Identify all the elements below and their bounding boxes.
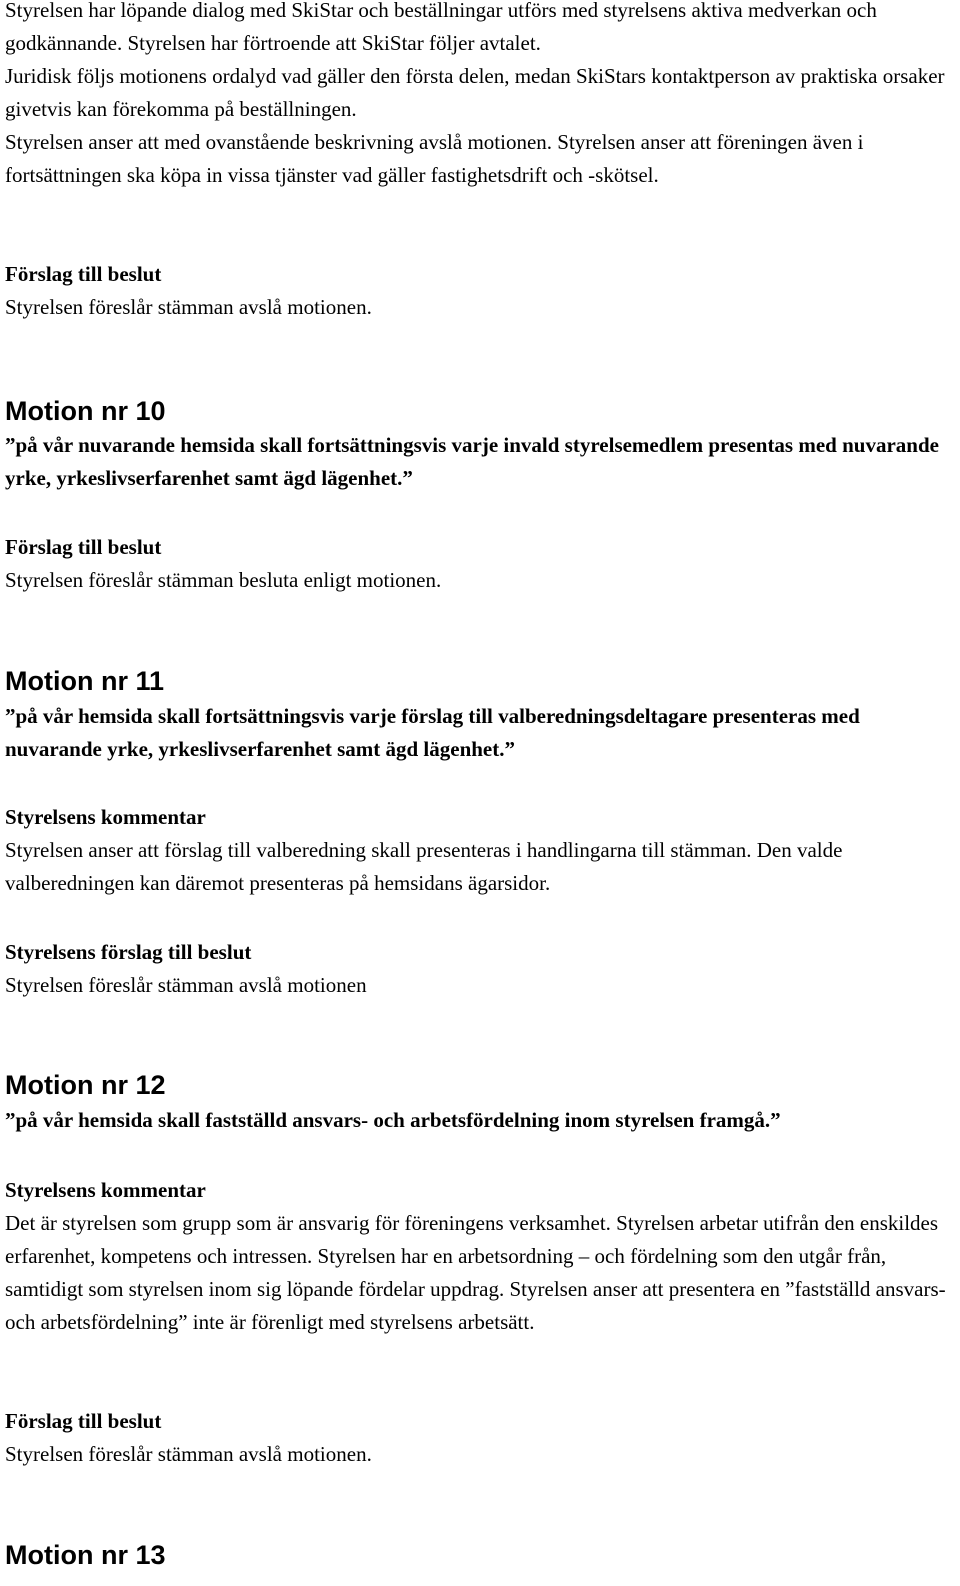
intro-paragraph-3: Styrelsen anser att med ovanstående beskrivning avslå motionen. Styrelsen anser att föreningen även i fortsättningen ska köpa in vissa tjänster vad gäller fastighetsdrift och -skötsel. (5, 130, 864, 187)
motion-11-comment-label: Styrelsens kommentar (5, 805, 206, 829)
motion-11-decision-text: Styrelsen föreslår stämman avslå motionen (5, 973, 367, 997)
motion-11-decision (5, 936, 955, 1002)
motion-11-comment (5, 801, 955, 900)
motion-10-decision-text: Styrelsen föreslår stämman besluta enligt motionen. (5, 568, 442, 592)
motion-13-section (5, 1538, 955, 1572)
motion-12-comment-label: Styrelsens kommentar (5, 1178, 206, 1202)
intro-paragraph-1: Styrelsen har löpande dialog med SkiStar och beställningar utförs med styrelsens aktiva medverkan och godkännande. Styrelsen har förtroende att SkiStar följer avtalet. (5, 0, 877, 55)
motion-10-section (5, 394, 955, 495)
motion-10-title: Motion nr 10 (5, 396, 166, 426)
motion-11-section (5, 664, 955, 766)
motion-11-title: Motion nr 11 (5, 666, 165, 696)
intro-decision-label: Förslag till beslut (5, 262, 162, 286)
intro-paragraph-2: Juridisk följs motionens ordalyd vad gäller den första delen, medan SkiStars kontaktperson av praktiska orsaker givetvis kan förekomma på beställningen. (5, 64, 945, 121)
motion-12-section (5, 1068, 955, 1137)
intro-decision (5, 258, 955, 324)
motion-11-decision-label: Styrelsens förslag till beslut (5, 940, 252, 964)
motion-11-quote: ”på vår hemsida skall fortsättningsvis varje förslag till valberedningsdeltagare presenteras med nuvarande yrke, yrkeslivserfarenhet samt ägd lägenhet.” (5, 704, 860, 761)
intro-section (5, 0, 955, 192)
motion-12-decision-text: Styrelsen föreslår stämman avslå motionen. (5, 1442, 372, 1466)
motion-12-comment-text: Det är styrelsen som grupp som är ansvarig för föreningens verksamhet. Styrelsen arbetar utifrån den enskildes erfarenhet, kompetens och intressen. Styrelsen har en arbetsordning – och fördelning som den utgår från, samtidigt som styrelsen inom sig löpande fördelar uppdrag. Styrelsen anser att presentera en ”fastställd ansvars- och arbetsfördelning” inte är förenligt med styrelsens arbetsätt. (5, 1211, 946, 1334)
motion-12-decision (5, 1405, 955, 1471)
motion-13-title: Motion nr 13 (5, 1540, 166, 1570)
intro-decision-text: Styrelsen föreslår stämman avslå motionen. (5, 295, 372, 319)
motion-10-decision-label: Förslag till beslut (5, 535, 162, 559)
motion-12-quote: ”på vår hemsida skall fastställd ansvars- och arbetsfördelning inom styrelsen framgå.” (5, 1108, 781, 1132)
motion-10-quote: ”på vår nuvarande hemsida skall fortsättningsvis varje invald styrelsemedlem presentas med nuvarande yrke, yrkeslivserfarenhet samt ägd lägenhet.” (5, 433, 939, 490)
motion-10-decision (5, 531, 955, 597)
motion-12-comment (5, 1174, 955, 1339)
motion-12-title: Motion nr 12 (5, 1070, 166, 1100)
motion-11-comment-text: Styrelsen anser att förslag till valberedning skall presenteras i handlingarna till stämman. Den valde valberedningen kan däremot presenteras på hemsidans ägarsidor. (5, 838, 843, 895)
motion-12-decision-label: Förslag till beslut (5, 1409, 162, 1433)
